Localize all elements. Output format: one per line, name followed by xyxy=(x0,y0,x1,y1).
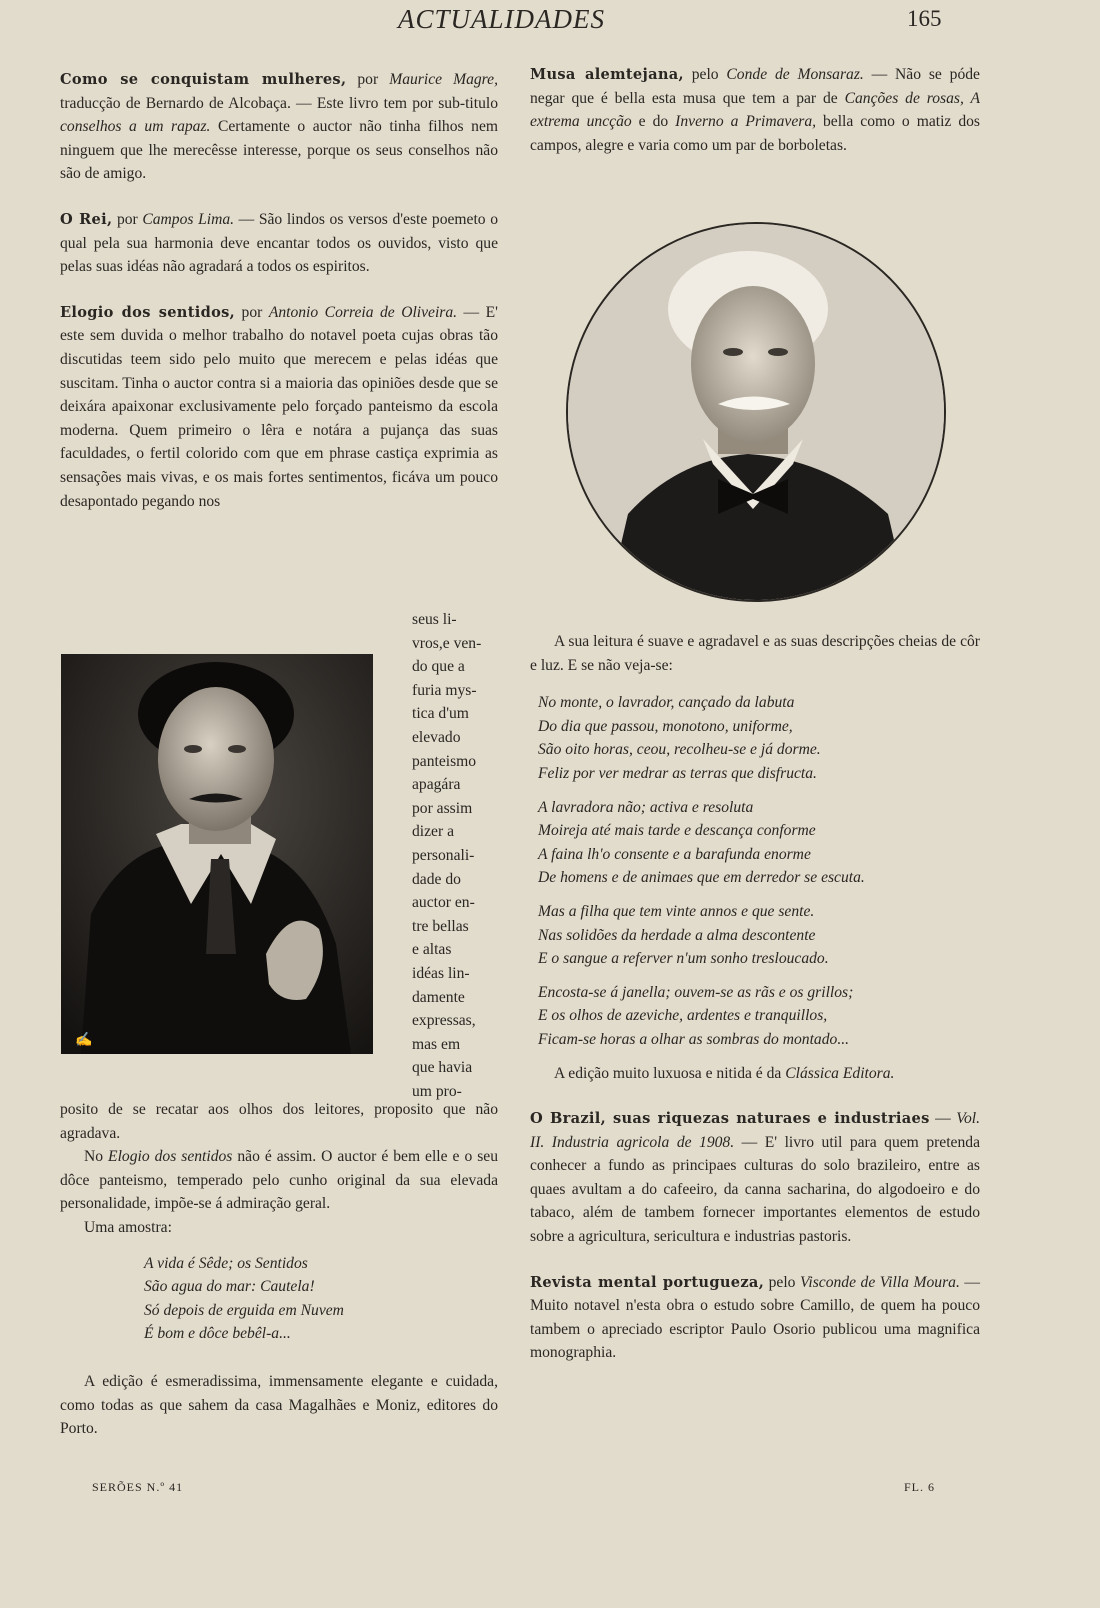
review-heading: Revista mental portugueza, xyxy=(530,1273,765,1291)
poem-stanza-2: A lavradora não; activa e resoluta Moireja até mais tarde e descança conforme A faina lh'o consente e a barafunda enorme De homens e de animaes que em derredor se escuta. xyxy=(538,798,865,887)
review-heading: Elogio dos sentidos, xyxy=(60,303,236,321)
poem-elogio: A vida é Sêde; os Sentidos São agua do mar: Cautela! Só depois de erguida em Nuvem É bom e dôce bebêl-a... xyxy=(144,1254,344,1343)
review-author: Maurice Magre, xyxy=(389,71,498,88)
review-o-rei: O Rei, por Campos Lima. — São lindos os versos d'este poemeto o qual pela sua harmonia deve encantar todos os ouvidos, visto que pelas suas idéas não agradará a todos os espiritos. xyxy=(60,210,498,276)
portrait-poet-image xyxy=(61,654,373,1054)
reading-paragraph: A sua leitura é suave e agradavel e as suas descripções cheias de côr e luz. E se não veja-se: xyxy=(530,633,980,674)
portrait-poet-drawing xyxy=(61,654,373,1054)
poem-stanza-1: No monte, o lavrador, cançado da labuta Do dia que passou, monotono, uniforme, São oito horas, ceou, recolheu-se e já dorme. Feliz por ver medrar as terras que disfructa. xyxy=(538,694,821,782)
review-author: Campos Lima. xyxy=(142,210,235,228)
right-column-top xyxy=(530,63,980,171)
review-author: Conde de Monsaraz. xyxy=(726,66,864,83)
review-heading: O Brazil, suas riquezas naturaes e industriaes xyxy=(530,1110,930,1128)
svg-text:✍: ✍ xyxy=(75,1032,93,1048)
footer-sheet: FL. 6 xyxy=(904,1480,936,1494)
narrow-wrapped-text: seus li- vros,e ven- do que a furia mys- tica d'um elevado panteismo apagára por assim dizer a personali- dade do auctor en- tre bellas e altas idéas lin- damente expressas, mas em que havia um pro- xyxy=(412,611,482,1100)
review-musa-alemtejana: Musa alemtejana, pelo Conde de Monsaraz. — Não se póde negar que é bella esta musa que tem a par de Canções de rosas, A extrema uncção e do Inverno a Primavera, bella como o matiz dos campos, alegre e varia como um par de borboletas. xyxy=(530,66,980,154)
review-o-brazil: O Brazil, suas riquezas naturaes e industriaes — Vol. II. Industria agricola de 1908. — E' livro util para quem pretenda conhecer a fundo as principaes culturas do solo brazileiro, entre as quaes avultam a do cafeeiro, da canna sacharina, do algodoeiro e do tabaco, além de tambem fornecer importantes elementos de estudo sobre a agricultura, sericultura e industrias pastoris. xyxy=(530,1110,981,1246)
footer-issue: SERÕES N.º 41 xyxy=(92,1480,184,1494)
right-column-bottom xyxy=(530,630,980,1379)
review-como-se-conquistam: Como se conquistam mulheres, por Maurice Magre, traducção de Bernardo de Alcobaça. — Este livro tem por sub-titulo conselhos a um rapaz. Certamente o auctor não tinha filhos nem ninguem que lhe merecêsse interesse, porque os seus conselhos não são de amigo. xyxy=(60,71,498,183)
review-author: Antonio Correia de Oliveira. xyxy=(268,303,458,321)
review-author: Visconde de Villa Moura. xyxy=(800,1273,960,1291)
edition-paragraph: A edição muito luxuosa e nitida é da Clássica Editora. xyxy=(554,1064,895,1082)
review-revista-mental: Revista mental portugueza, pelo Visconde de Villa Moura. — Muito notavel n'esta obra o estudo sobre Camillo, de quem ha pouco tambem o apreciado escriptor Paulo Osorio publicou uma magnifica monographia. xyxy=(530,1273,980,1362)
poem-stanza-4: Encosta-se á janella; ouvem-se as rãs e os grillos; E os olhos de azeviche, ardentes e tranquillos, Ficam-se horas a olhar as sombras do montado... xyxy=(538,983,854,1048)
left-column xyxy=(60,68,498,527)
review-heading: O Rei, xyxy=(60,210,113,228)
review-heading: Como se conquistam mulheres, xyxy=(60,71,347,88)
left-column-continued: posito de se recatar aos olhos dos leitores, proposito que não agradava. No Elogio dos sentidos não é assim. O auctor é bem elle e o seu dôce panteismo, temperado pelo cunho original da sua elevada personalidade, impõe-se á admiração geral. Uma amostra: A vida é Sêde; os Sentidos São agua do mar: Cautela! Só depois de erguida em Nuvem É bom e dôce bebêl-a... A edição é esmeradissima, immensamente elegante e cuidada, como todas as que sahem da casa Magalhães e Moniz, editores do Porto. xyxy=(60,1098,498,1441)
poem-stanza-3: Mas a filha que tem vinte annos e que sente. Nas solidões da herdade a alma descontente E o sangue a referver n'um sonho tresloucado. xyxy=(538,902,829,968)
portrait-conde-drawing xyxy=(568,224,944,600)
review-heading: Musa alemtejana, xyxy=(530,66,684,83)
closing-paragraph: A edição é esmeradissima, immensamente elegante e cuidada, como todas as que sahem da casa Magalhães e Moniz, editores do Porto. xyxy=(60,1372,498,1438)
sample-label: Uma amostra: xyxy=(84,1218,172,1236)
running-head: ACTUALIDADES xyxy=(398,4,605,34)
page-number: 165 xyxy=(907,6,942,31)
review-elogio-dos-sentidos: Elogio dos sentidos, por Antonio Correia de Oliveira. — E' este sem duvida o melhor trabalho do notavel poeta cujas obras tão discutidas teem sido pelo muito que merecem e pelas idéas que suscitam. Tinha o auctor contra si a maioria das opiniões desde que se deixára apaixonar exclusivamente pelo forçado panteismo da escola moderna. Quem primeiro o lêra e notára a pujança das suas faculdades, o fertil colorido com que em phrase castiça exprimia as sensações mais vivas, e os mais fortes sentimentos, ficáva um pouco desapontado pegando nos xyxy=(60,303,498,510)
portrait-conde-image xyxy=(566,222,946,602)
